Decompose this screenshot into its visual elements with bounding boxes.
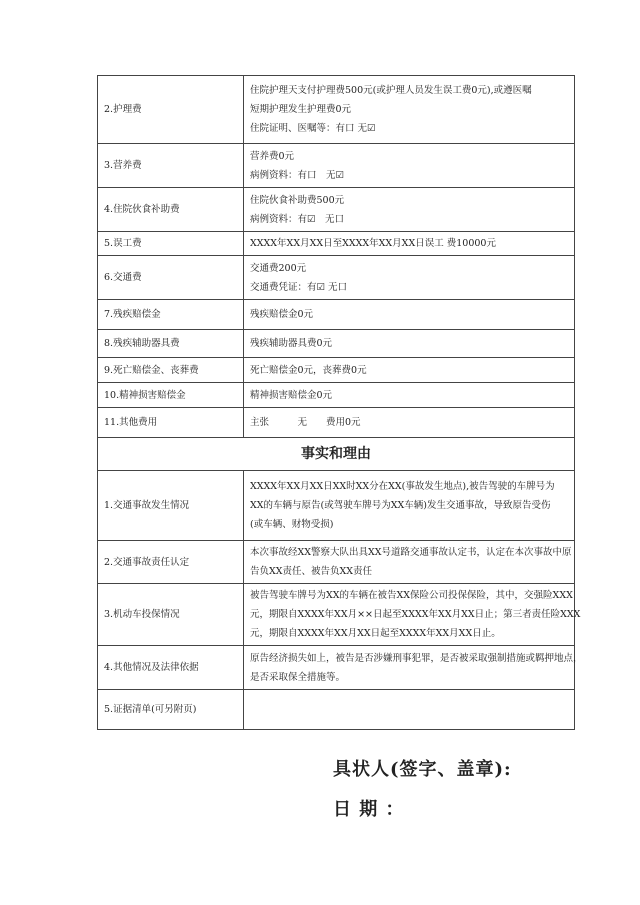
expense-value-line: 交通费凭证：有☑ 无口 [250, 281, 348, 293]
section-header-row [98, 438, 575, 471]
fact-value-line: 被告驾驶车牌号为XX的车辆在被告XX保险公司投保保险，其中，交强险XXX [250, 590, 573, 601]
expense-value [244, 358, 575, 383]
date-label: 日 期 ： [333, 799, 405, 820]
expense-value [244, 383, 575, 408]
fact-value [244, 541, 575, 584]
fact-label: 4.其他情况及法律依据 [98, 646, 244, 690]
expense-value [244, 300, 575, 330]
expense-row [98, 330, 575, 358]
fact-value-line: (或车辆、财物受损) [250, 519, 334, 530]
fact-value [244, 690, 575, 730]
signer-label: 具状人(签字、盖章): [333, 759, 512, 780]
fact-value-line: 是否采取保全措施等。 [250, 671, 346, 683]
expense-value [244, 76, 575, 144]
expense-value-line: 残疾辅助器具费0元 [250, 338, 333, 349]
fact-value [244, 646, 583, 690]
expense-label: 6.交通费 [98, 256, 244, 300]
expense-label: 3.营养费 [98, 144, 244, 188]
expense-row [98, 188, 575, 232]
expense-label: 7.残疾赔偿金 [98, 300, 244, 330]
expense-row [98, 408, 575, 438]
expense-row [98, 76, 575, 144]
fact-value-line: 本次事故经XX警察大队出具XX号道路交通事故认定书，认定在本次事故中原 [250, 547, 572, 558]
expense-row [98, 144, 575, 188]
expense-value-line: 住院护理天支付护理费500元(或护理人员发生误工费0元),或遵医嘱 [250, 85, 532, 96]
expense-value-line: 主张 无 费用0元 [250, 417, 361, 428]
expense-label: 2.护理费 [98, 76, 244, 144]
expense-value-line: 精神损害赔偿金0元 [250, 389, 333, 401]
expense-value-line: XXXX年XX月XX日至XXXX年XX月XX日误工 费10000元 [250, 238, 496, 249]
expense-value-line: 病例资料：有☑ 无口 [250, 213, 345, 225]
fact-value [244, 471, 575, 541]
expense-label: 5.误工费 [98, 232, 244, 256]
fact-label: 2.交通事故责任认定 [98, 541, 244, 584]
expense-label: 8.残疾辅助器具费 [98, 330, 244, 358]
section-title: 事实和理由 [98, 438, 575, 471]
fact-label: 3.机动车投保情况 [98, 584, 244, 646]
fact-row [98, 584, 575, 646]
fact-row [98, 646, 575, 690]
fact-value-line: 元，期限自XXXX年XX月××日起至XXXX年XX月XX日止；第三者责任险XXX [250, 609, 581, 620]
expense-value [244, 232, 575, 256]
expense-label: 9.死亡赔偿金、丧葬费 [98, 358, 244, 383]
expense-value-line: 短期护理发生护理费0元 [250, 104, 352, 115]
expense-row [98, 358, 575, 383]
fact-value-line: 告负XX责任、被告负XX责任 [250, 566, 373, 577]
expense-row [98, 300, 575, 330]
fact-label: 5.证据清单(可另附页) [98, 690, 244, 730]
expense-value [244, 188, 575, 232]
expense-label: 11.其他费用 [98, 408, 244, 438]
fact-value-line: XXXX年XX月XX日XX时XX分在XX(事故发生地点),被告驾驶的车牌号为 [250, 481, 555, 492]
expense-value-line: 交通费200元 [250, 262, 307, 274]
expense-label: 4.住院伙食补助费 [98, 188, 244, 232]
fact-row [98, 541, 575, 584]
fact-row [98, 690, 575, 730]
expense-value-line: 病例资料：有口 无☑ [250, 169, 345, 181]
fact-value-line: 原告经济损失如上，被告是否涉嫌刑事犯罪，是否被采取强制措施或羁押地点， [250, 652, 583, 664]
expense-value [244, 330, 575, 358]
expense-value-line: 住院伙食补助费500元 [250, 194, 345, 206]
expense-value-line: 住院证明、医嘱等：有口 无☑ [250, 123, 376, 134]
fact-value-line: 元，期限自XXXX年XX月XX日起至XXXX年XX月XX日止。 [250, 628, 501, 639]
fact-value [244, 584, 581, 646]
expense-label: 10.精神损害赔偿金 [98, 383, 244, 408]
complaint-form-table [97, 75, 583, 730]
fact-label: 1.交通事故发生情况 [98, 471, 244, 541]
expense-row [98, 383, 575, 408]
expense-value-line: 残疾赔偿金0元 [250, 309, 314, 320]
expense-value-line: 死亡赔偿金0元，丧葬费0元 [250, 364, 367, 376]
fact-value-line: XX的车辆与原告(或驾驶车牌号为XX车辆)发生交通事故，导致原告受伤 [250, 500, 551, 511]
expense-value [244, 144, 575, 188]
expense-value-line: 营养费0元 [250, 150, 295, 162]
expense-row [98, 232, 575, 256]
expense-value [244, 256, 575, 300]
expense-value [244, 408, 575, 438]
fact-row [98, 471, 575, 541]
expense-row [98, 256, 575, 300]
